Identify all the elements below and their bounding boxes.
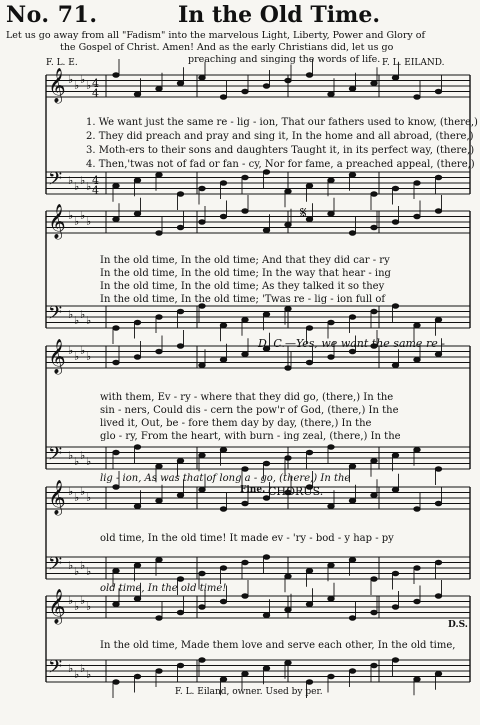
note-head (263, 555, 269, 560)
note-head (285, 306, 291, 311)
clef-symbol: ♭ (74, 79, 80, 92)
note-head (414, 95, 420, 100)
chorus-line-3: In the old time, In the old time; As they talked it so they (100, 281, 385, 292)
ds-label: D.S. (448, 620, 468, 630)
note-head (328, 504, 334, 509)
note-head (371, 192, 377, 197)
chorus-line-1: In the old time, In the old time; And that they did car - ry (100, 255, 390, 266)
note-head (392, 220, 398, 225)
note-head (414, 599, 420, 604)
note-head (328, 355, 334, 360)
note-head (220, 181, 226, 186)
note-head (134, 563, 140, 568)
intro-line-3: preaching and singing the words of life. (188, 54, 381, 65)
note-head (435, 317, 441, 322)
note-head (349, 315, 355, 320)
note-head (113, 450, 119, 455)
note-head (392, 186, 398, 191)
note-head (156, 464, 162, 469)
note-head (199, 571, 205, 576)
note-head (177, 610, 183, 615)
verse-1: 1. We want just the same re - lig - ion, That our fathers used to know, (there,) (86, 117, 478, 128)
note-head (242, 317, 248, 322)
clef-symbol: 4 (92, 184, 99, 197)
clef-symbol: ♭ (74, 600, 80, 613)
note-head (199, 487, 205, 492)
note-head (435, 175, 441, 180)
note-head (113, 217, 119, 222)
note-head (349, 616, 355, 621)
note-head (435, 352, 441, 357)
note-head (220, 677, 226, 682)
clef-symbol: ♭ (68, 559, 74, 572)
note-head (242, 352, 248, 357)
clef-symbol: ♭ (74, 668, 80, 681)
dc-instruction: D. C.—Yes, we want the same re - (258, 337, 445, 350)
note-head (306, 450, 312, 455)
intro-line-1: Let us go away from all "Fadism" into the marvelous Light, Liberty, Power and Glory of (6, 30, 426, 41)
note-head (349, 464, 355, 469)
note-head (199, 220, 205, 225)
note-head (263, 613, 269, 618)
note-head (199, 363, 205, 368)
note-head (242, 501, 248, 506)
note-head (156, 669, 162, 674)
note-head (306, 73, 312, 78)
copyright-notice: F. L. Eiland, owner. Used by per. (175, 687, 323, 697)
note-head (199, 605, 205, 610)
note-head (242, 89, 248, 94)
chorus-line-2: In the old time, In the old time; In the way that hear - ing (100, 268, 391, 279)
note-head (134, 92, 140, 97)
note-head (392, 453, 398, 458)
clef-symbol: ♭ (86, 455, 92, 468)
clef-symbol: ♭ (68, 209, 74, 222)
note-head (392, 304, 398, 309)
note-head (435, 560, 441, 565)
clef-symbol: 4 (92, 174, 99, 187)
note-head (156, 557, 162, 562)
clef-symbol: 𝄢 (48, 554, 63, 579)
note-head (349, 669, 355, 674)
clef-symbol: 𝄞 (48, 68, 66, 103)
clef-symbol: ♭ (86, 491, 92, 504)
clef-symbol: ♭ (80, 485, 86, 498)
note-head (242, 175, 248, 180)
verse-2: 2. They did preach and pray and sing it, In the home and all abroad, (there,) (86, 131, 474, 142)
note-head (349, 498, 355, 503)
note-head (242, 594, 248, 599)
note-head (177, 225, 183, 230)
note-head (220, 323, 226, 328)
note-head (328, 178, 334, 183)
note-head (263, 312, 269, 317)
note-head (392, 75, 398, 80)
note-head (349, 172, 355, 177)
note-head (177, 81, 183, 86)
intro-line-2: the Gospel of Christ. Amen! And as the early Christians did, let us go (60, 42, 394, 53)
note-head (435, 89, 441, 94)
clef-symbol: 𝄞 (48, 339, 66, 374)
note-head (285, 366, 291, 371)
chorus-label: CHORUS. (268, 485, 324, 498)
note-head (285, 189, 291, 194)
note-head (414, 566, 420, 571)
note-head (134, 504, 140, 509)
note-head (306, 680, 312, 685)
clef-symbol: ♭ (86, 350, 92, 363)
clef-symbol: ♭ (68, 449, 74, 462)
note-head (242, 209, 248, 214)
note-head (414, 181, 420, 186)
note-head (263, 228, 269, 233)
note-head (156, 86, 162, 91)
note-head (134, 596, 140, 601)
note-head (134, 445, 140, 450)
clef-symbol: ♭ (74, 215, 80, 228)
clef-symbol: ♭ (80, 344, 86, 357)
note-head (134, 211, 140, 216)
note-head (113, 568, 119, 573)
note-head (392, 605, 398, 610)
note-head (328, 92, 334, 97)
note-head (242, 560, 248, 565)
clef-symbol: ♭ (74, 565, 80, 578)
line-3-2: sin - ners, Could dis - cern the pow'r of God, (there,) In the (100, 405, 399, 416)
chorus-bass-lyric: old time, In the old time! (100, 583, 227, 594)
hymn-title: In the Old Time. (178, 2, 380, 28)
note-head (306, 602, 312, 607)
note-head (134, 320, 140, 325)
note-head (177, 458, 183, 463)
note-head (435, 501, 441, 506)
note-head (371, 493, 377, 498)
clef-symbol: ♭ (80, 308, 86, 321)
clef-symbol: ♭ (80, 73, 86, 86)
clef-symbol: 𝄢 (48, 657, 63, 682)
note-head (414, 323, 420, 328)
note-head (199, 186, 205, 191)
note-head (328, 674, 334, 679)
note-head (306, 360, 312, 365)
note-head (177, 309, 183, 314)
note-head (392, 363, 398, 368)
note-head (263, 461, 269, 466)
note-head (328, 445, 334, 450)
note-head (134, 674, 140, 679)
final-lyric: In the old time, Made them love and serve each other, In the old time, (100, 640, 456, 651)
note-head (220, 95, 226, 100)
clef-symbol: ♭ (86, 79, 92, 92)
clef-symbol: ♭ (74, 350, 80, 363)
note-head (113, 326, 119, 331)
note-head (113, 485, 119, 490)
note-head (371, 225, 377, 230)
note-head (285, 222, 291, 227)
note-head (414, 447, 420, 452)
note-head (285, 574, 291, 579)
clef-symbol: 𝄢 (48, 169, 63, 194)
clef-symbol: ♭ (80, 209, 86, 222)
clef-symbol: 4 (92, 77, 99, 90)
note-head (285, 607, 291, 612)
note-head (263, 170, 269, 175)
note-head (328, 563, 334, 568)
line-3-1: with them, Ev - ry - where that they did go, (there,) In the (100, 392, 394, 403)
clef-symbol: ♭ (74, 180, 80, 193)
note-head (328, 596, 334, 601)
note-head (263, 84, 269, 89)
bass-lyric-3: lig - ion, As was that of long a - go, (there,) In the (100, 473, 351, 484)
note-head (371, 663, 377, 668)
note-head (220, 599, 226, 604)
hymn-number: No. 71. (6, 2, 98, 28)
clef-symbol: ♭ (68, 308, 74, 321)
note-head (156, 315, 162, 320)
clef-symbol: ♭ (68, 344, 74, 357)
note-head (306, 326, 312, 331)
note-head (177, 192, 183, 197)
note-head (371, 458, 377, 463)
note-head (113, 183, 119, 188)
note-head (435, 209, 441, 214)
note-head (371, 577, 377, 582)
note-head (285, 660, 291, 665)
note-head (349, 557, 355, 562)
note-head (414, 507, 420, 512)
clef-symbol: ♭ (86, 180, 92, 193)
note-head (220, 357, 226, 362)
note-head (156, 616, 162, 621)
note-head (220, 447, 226, 452)
note-head (306, 183, 312, 188)
note-head (371, 309, 377, 314)
clef-symbol: 𝄢 (48, 444, 63, 469)
note-head (220, 566, 226, 571)
clef-symbol: ♭ (68, 485, 74, 498)
note-head (306, 568, 312, 573)
note-head (177, 344, 183, 349)
note-head (435, 594, 441, 599)
note-head (306, 217, 312, 222)
clef-symbol: ♭ (80, 449, 86, 462)
note-head (134, 178, 140, 183)
note-head (435, 467, 441, 472)
clef-symbol: 𝄞 (48, 204, 66, 239)
note-head (156, 349, 162, 354)
note-head (156, 231, 162, 236)
note-head (220, 214, 226, 219)
note-head (177, 493, 183, 498)
note-head (414, 677, 420, 682)
note-head (134, 355, 140, 360)
clef-symbol: ♭ (74, 455, 80, 468)
note-head (392, 487, 398, 492)
note-head (242, 467, 248, 472)
note-head (199, 453, 205, 458)
clef-symbol: ♭ (86, 215, 92, 228)
clef-symbol: ♭ (68, 73, 74, 86)
clef-symbol: ♭ (68, 594, 74, 607)
note-head (328, 320, 334, 325)
clef-symbol: ♭ (86, 314, 92, 327)
note-head (199, 75, 205, 80)
clef-symbol: ♭ (86, 668, 92, 681)
note-head (435, 671, 441, 676)
segno-sign: 𝄋 (300, 203, 307, 222)
clef-symbol: ♭ (86, 600, 92, 613)
clef-symbol: ♭ (80, 559, 86, 572)
note-head (371, 81, 377, 86)
music-credit: F. L. EILAND. (382, 58, 445, 68)
clef-symbol: 4 (92, 87, 99, 100)
clef-symbol: 𝄞 (48, 589, 66, 624)
chorus-line-4: In the old time, In the old time; 'Twas re - lig - ion full of (100, 294, 386, 305)
note-head (113, 602, 119, 607)
verse-4: 4. Then,'twas not of fad or fan - cy, Nor for fame, a preached appeal, (there,) (86, 159, 475, 170)
line-3-3: lived it, Out, be - fore them day by day, (there,) In the (100, 418, 372, 429)
note-head (177, 663, 183, 668)
clef-symbol: 𝄢 (48, 303, 63, 328)
note-head (285, 78, 291, 83)
note-head (414, 357, 420, 362)
clef-symbol: ♭ (80, 594, 86, 607)
verse-3: 3. Moth-ers to their sons and daughters Taught it, in its perfect way, (there,) (86, 145, 475, 156)
note-head (113, 73, 119, 78)
note-head (349, 86, 355, 91)
chorus-lyric: old time, In the old time! It made ev - 'ry - bod - y hap - py (100, 533, 394, 544)
clef-symbol: ♭ (80, 174, 86, 187)
clef-symbol: ♭ (68, 662, 74, 675)
clef-symbol: ♭ (74, 314, 80, 327)
clef-symbol: ♭ (68, 174, 74, 187)
note-head (263, 666, 269, 671)
note-head (414, 214, 420, 219)
note-head (392, 571, 398, 576)
note-head (220, 507, 226, 512)
note-head (349, 231, 355, 236)
clef-symbol: ♭ (86, 565, 92, 578)
note-head (285, 456, 291, 461)
note-head (113, 680, 119, 685)
note-head (113, 360, 119, 365)
note-head (156, 498, 162, 503)
clef-symbol: ♭ (80, 662, 86, 675)
line-3-4: glo - ry, From the heart, with burn - ing zeal, (there,) In the (100, 431, 401, 442)
note-head (371, 610, 377, 615)
note-head (199, 658, 205, 663)
note-head (328, 211, 334, 216)
clef-symbol: ♭ (74, 491, 80, 504)
note-head (177, 577, 183, 582)
fine-label: Fine. (240, 485, 266, 495)
note-head (392, 658, 398, 663)
note-head (156, 172, 162, 177)
clef-symbol: 𝄞 (48, 480, 66, 515)
note-head (242, 671, 248, 676)
words-credit: F. L. E. (46, 58, 78, 68)
